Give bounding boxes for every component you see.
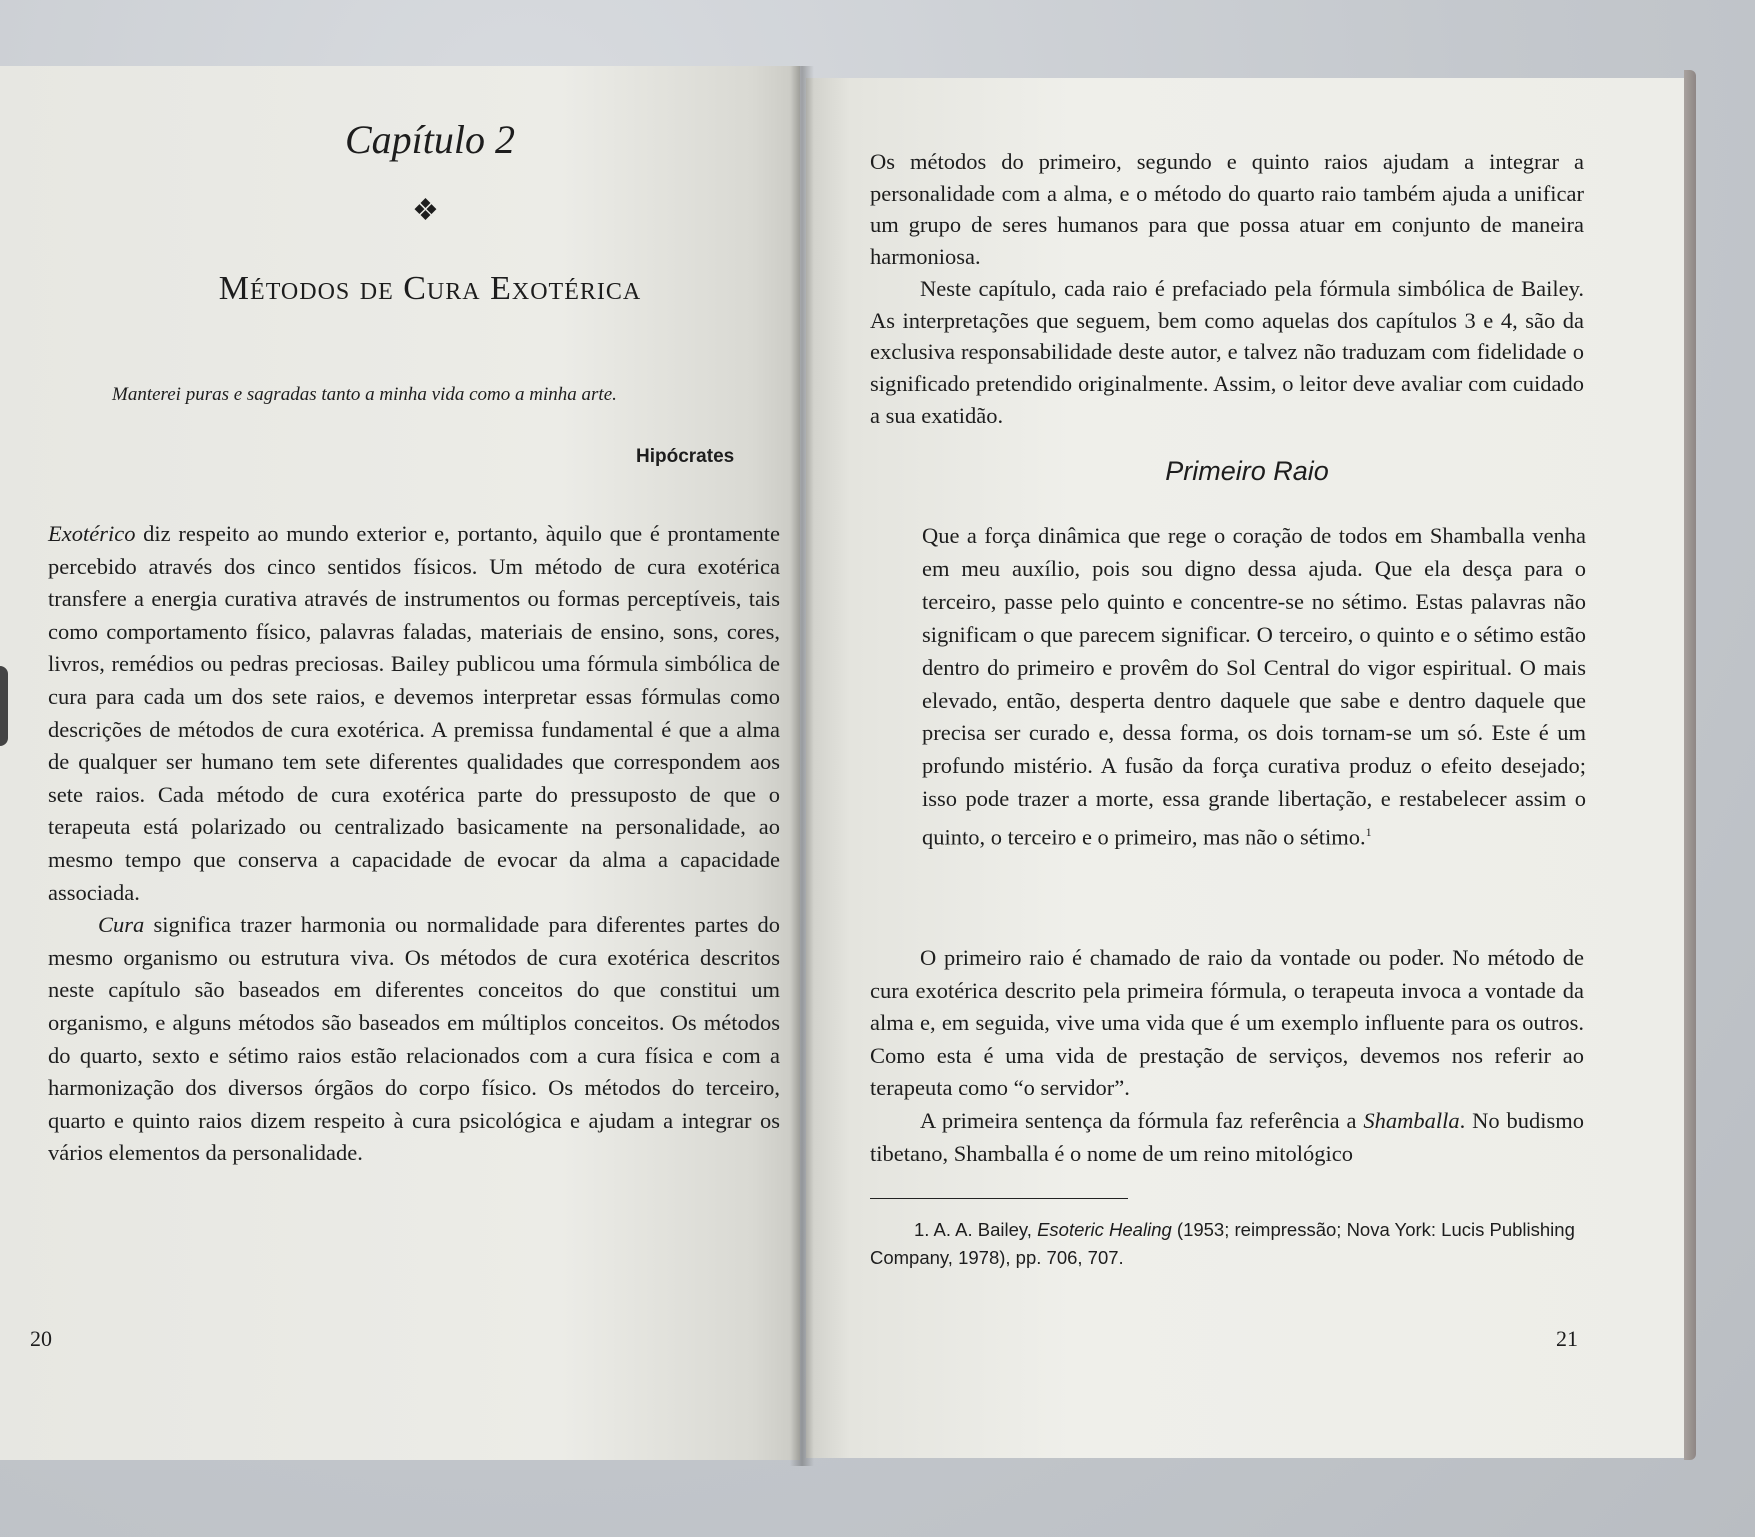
left-page xyxy=(0,66,800,1460)
paragraph: O primeiro raio é chamado de raio da vontade ou poder. No método de cura exotérica descrito pela primeira fórmula, o terapeuta invoca a vontade da alma e, em seguida, vive uma vida que é um exemplo influente para os outros. Como esta é uma vida de prestação de serviços, devemos nos referir ao terapeuta como “o servidor”. xyxy=(870,945,1584,1101)
paragraph xyxy=(48,518,780,909)
paragraph xyxy=(870,1105,1584,1170)
emphasis: Shamballa xyxy=(1363,1107,1460,1133)
right-body-text-top xyxy=(870,146,1584,431)
paragraph-text: diz respeito ao mundo exterior e, portanto, àquilo que é prontamente percebido através dos cinco sentidos físicos. Um método de cura exotérica transfere a energia curativa através de instrumentos ou formas perceptíveis, tais como comportamento físico, palavras faladas, materiais de ensino, sons, cores, livros, remédios ou pedras preciosas. Bailey publicou uma fórmula simbólica de cura para cada um dos sete raios, e devemos interpretar essas fórmulas como descrições de métodos de cura exotérica. A premissa fundamental é que a alma de qualquer ser humano tem sete diferentes qualidades que correspondem aos sete raios. Cada método de cura exotérica parte do pressuposto de que o terapeuta está polarizado ou centralizado basicamente na personalidade, ao mesmo tempo que conserva a capacidade de evocar da alma a capacidade associada. xyxy=(48,521,780,905)
paragraph-text: . No budismo tibetano, Shamballa é o nome de um reino mitológico xyxy=(870,1107,1584,1166)
left-edge-shadow xyxy=(0,666,8,746)
spine-shadow xyxy=(790,66,814,1466)
footnote-marker: 1 xyxy=(1365,825,1372,840)
subsection-title: Primeiro Raio xyxy=(1165,456,1329,486)
epigraph-author: Hipócrates xyxy=(636,446,735,467)
right-body-text-bottom xyxy=(870,942,1584,1170)
footnote-text: 1. A. A. Bailey, xyxy=(914,1219,1038,1240)
paragraph xyxy=(48,909,780,1170)
ornament-icon: ❖ xyxy=(412,194,439,227)
right-page xyxy=(806,78,1688,1458)
footnote xyxy=(870,1216,1584,1272)
page-number: 21 xyxy=(1556,1326,1578,1351)
epigraph: Manterei puras e sagradas tanto a minha vida como a minha arte. xyxy=(112,384,617,405)
page-stack-edge xyxy=(1684,70,1696,1460)
paragraph: Neste capítulo, cada raio é prefaciado pela fórmula simbólica de Bailey. As interpretações que seguem, bem como aquelas dos capítulos 3 e 4, são da exclusiva responsabilidade deste autor, e talvez não traduzam com fidelidade o significado pretendido originalmente. Assim, o leitor deve avaliar com cuidado a sua exatidão. xyxy=(870,275,1584,428)
page-number: 20 xyxy=(30,1326,52,1351)
symbolic-formula xyxy=(922,520,1586,855)
paragraph: Os métodos do primeiro, segundo e quinto raios ajudam a integrar a personalidade com a alma, e o método do quarto raio também ajuda a unificar um grupo de seres humanos para que possa atuar em conjunto de maneira harmoniosa. xyxy=(870,149,1584,270)
chapter-title: Capítulo 2 xyxy=(344,117,516,162)
section-title: Métodos de Cura Exotérica xyxy=(218,270,642,307)
lead-term: Cura xyxy=(98,912,145,938)
footnote-text: (1953; reimpressão; Nova York: Lucis Publishing Company, 1978), pp. 706, 707. xyxy=(870,1219,1575,1268)
lead-term: Exotérico xyxy=(48,521,136,546)
left-body-text xyxy=(48,518,780,1170)
formula-text: Que a força dinâmica que rege o coração de todos em Shamballa venha em meu auxílio, pois sou digno dessa ajuda. Que ela desça para o terceiro, passe pelo quinto e concentre-se no sétimo. Estas palavras não significam o que parecem significar. O terceiro, o quinto e o sétimo estão dentro do primeiro e provêm do Sol Central do vigor espiritual. O mais elevado, então, desperta dentro daquele que sabe e dentro daquele que precisa ser curado e, dessa forma, os dois tornam-se um só. Este é um profundo mistério. A fusão da força curativa produz o efeito desejado; isso pode trazer a morte, essa grande libertação, e restabelecer assim o quinto, o terceiro e o primeiro, mas não o sétimo. xyxy=(922,523,1586,850)
paragraph-text: significa trazer harmonia ou normalidade para diferentes partes do mesmo organismo ou estrutura viva. Os métodos de cura exotérica descritos neste capítulo são baseados em diferentes conceitos do que constitui um organismo, e alguns métodos são baseados em múltiplos conceitos. Os métodos do quarto, sexto e sétimo raios estão relacionados com a cura física e com a harmonização dos diversos órgãos do corpo físico. Os métodos do terceiro, quarto e quinto raios dizem respeito à cura psicológica e ajudam a integrar os vários elementos da personalidade. xyxy=(48,912,780,1166)
paragraph-text: A primeira sentença da fórmula faz referência a xyxy=(920,1107,1364,1133)
open-book xyxy=(0,66,1700,1466)
footnote-title: Esoteric Healing xyxy=(1037,1219,1172,1240)
footnote-divider xyxy=(870,1198,1128,1199)
